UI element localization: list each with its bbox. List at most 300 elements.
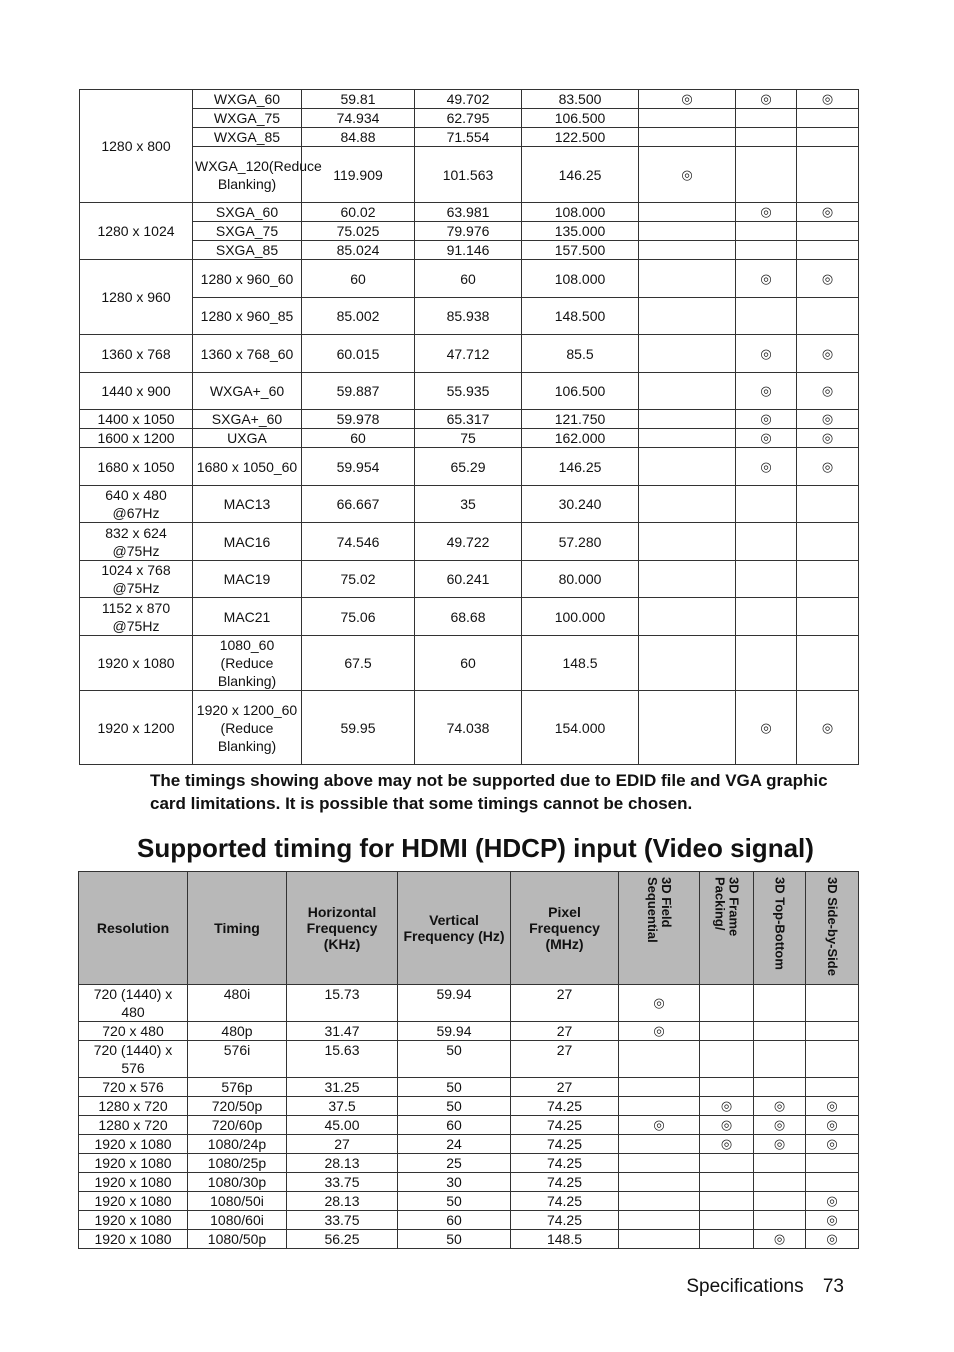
vfreq-cell: 30 <box>398 1173 511 1192</box>
pixel-cell: 122.500 <box>522 128 639 147</box>
vfreq-cell: 65.29 <box>415 448 522 486</box>
table-row <box>79 1097 859 1116</box>
table-row <box>80 90 859 109</box>
support-mark <box>700 1192 754 1211</box>
support-mark <box>700 1173 754 1192</box>
support-mark <box>736 147 797 203</box>
header-3d-frame-packing: 3D Frame Packing/ <box>712 876 742 936</box>
support-mark <box>639 109 736 128</box>
header-row <box>79 872 859 985</box>
hfreq-cell: 75.06 <box>302 598 415 636</box>
pixel-cell: 157.500 <box>522 241 639 260</box>
header-timing: Timing <box>188 872 287 985</box>
resolution-cell: 1280 x 800 <box>80 90 193 203</box>
support-mark <box>619 1192 700 1211</box>
support-mark <box>639 598 736 636</box>
vfreq-cell: 59.94 <box>398 1022 511 1041</box>
support-mark <box>806 1022 859 1041</box>
hfreq-cell: 56.25 <box>287 1230 398 1249</box>
pixel-cell: 85.5 <box>522 335 639 373</box>
vfreq-cell: 60.241 <box>415 561 522 598</box>
resolution-cell: 1400 x 1050 <box>80 410 193 429</box>
vfreq-cell: 68.68 <box>415 598 522 636</box>
table-row <box>79 1154 859 1173</box>
support-mark <box>736 486 797 523</box>
table-row <box>80 486 859 523</box>
timing-cell: WXGA+_60 <box>193 373 302 410</box>
timing-cell: 1080/24p <box>188 1135 287 1154</box>
vfreq-cell: 60 <box>415 636 522 691</box>
support-mark <box>806 1078 859 1097</box>
support-mark: ◎ <box>797 448 859 486</box>
hfreq-cell: 67.5 <box>302 636 415 691</box>
timing-cell: SXGA+_60 <box>193 410 302 429</box>
table-row <box>79 1078 859 1097</box>
pixel-cell: 108.000 <box>522 260 639 298</box>
resolution-cell: 640 x 480 @67Hz <box>80 486 193 523</box>
table-row <box>80 298 859 335</box>
resolution-cell: 720 x 576 <box>79 1078 188 1097</box>
hfreq-cell: 59.954 <box>302 448 415 486</box>
support-mark <box>639 298 736 335</box>
table-row <box>80 561 859 598</box>
support-mark: ◎ <box>639 90 736 109</box>
pixel-cell: 74.25 <box>511 1154 619 1173</box>
hfreq-cell: 84.88 <box>302 128 415 147</box>
table-row <box>80 429 859 448</box>
resolution-cell: 1920 x 1080 <box>79 1230 188 1249</box>
support-mark: ◎ <box>806 1211 859 1230</box>
timing-cell: WXGA_60 <box>193 90 302 109</box>
timing-cell: MAC13 <box>193 486 302 523</box>
vfreq-cell: 79.976 <box>415 222 522 241</box>
pixel-cell: 74.25 <box>511 1116 619 1135</box>
hfreq-cell: 119.909 <box>302 147 415 203</box>
support-mark <box>797 109 859 128</box>
resolution-cell: 1360 x 768 <box>80 335 193 373</box>
timing-cell: 1280 x 960_85 <box>193 298 302 335</box>
support-mark: ◎ <box>736 410 797 429</box>
support-mark: ◎ <box>754 1135 806 1154</box>
table-row <box>80 448 859 486</box>
support-mark <box>700 1022 754 1041</box>
vfreq-cell: 71.554 <box>415 128 522 147</box>
support-mark <box>639 636 736 691</box>
support-mark <box>797 486 859 523</box>
support-mark <box>639 241 736 260</box>
table-row <box>80 335 859 373</box>
timing-cell: 1920 x 1200_60 (Reduce Blanking) <box>193 691 302 765</box>
timing-cell: WXGA_85 <box>193 128 302 147</box>
timing-cell: 576i <box>188 1041 287 1078</box>
header-horizontal-frequency: Horizontal Frequency (KHz) <box>287 872 398 985</box>
vfreq-cell: 74.038 <box>415 691 522 765</box>
support-mark <box>797 298 859 335</box>
support-mark: ◎ <box>736 260 797 298</box>
vfreq-cell: 65.317 <box>415 410 522 429</box>
resolution-cell: 1280 x 720 <box>79 1097 188 1116</box>
hfreq-cell: 37.5 <box>287 1097 398 1116</box>
pixel-cell: 74.25 <box>511 1097 619 1116</box>
support-mark <box>639 128 736 147</box>
resolution-cell: 1152 x 870 @75Hz <box>80 598 193 636</box>
pixel-cell: 146.25 <box>522 147 639 203</box>
support-mark: ◎ <box>797 373 859 410</box>
support-mark <box>700 1078 754 1097</box>
header-3d-top-bottom-cell <box>754 872 806 985</box>
resolution-cell: 1920 x 1200 <box>80 691 193 765</box>
support-mark <box>797 523 859 561</box>
hfreq-cell: 59.887 <box>302 373 415 410</box>
timing-cell: 480i <box>188 985 287 1022</box>
timing-cell: 720/60p <box>188 1116 287 1135</box>
hfreq-cell: 75.02 <box>302 561 415 598</box>
timing-cell: 1680 x 1050_60 <box>193 448 302 486</box>
support-mark <box>736 298 797 335</box>
timing-cell: 576p <box>188 1078 287 1097</box>
support-mark <box>639 222 736 241</box>
pixel-cell: 27 <box>511 1078 619 1097</box>
table-row <box>79 1116 859 1135</box>
support-mark <box>736 523 797 561</box>
header-3d-top-bottom: 3D Top-Bottom <box>772 876 788 970</box>
support-mark <box>639 260 736 298</box>
pixel-cell: 80.000 <box>522 561 639 598</box>
support-mark <box>619 1230 700 1249</box>
support-mark <box>736 109 797 128</box>
page-number: 73 <box>822 1276 844 1297</box>
support-mark <box>736 241 797 260</box>
footer-section: Specifications <box>686 1276 804 1297</box>
resolution-cell: 720 (1440) x 576 <box>79 1041 188 1078</box>
support-mark <box>639 335 736 373</box>
support-mark <box>619 1154 700 1173</box>
support-mark: ◎ <box>736 373 797 410</box>
support-mark <box>754 1022 806 1041</box>
support-mark <box>754 1078 806 1097</box>
pixel-cell: 83.500 <box>522 90 639 109</box>
support-mark: ◎ <box>700 1097 754 1116</box>
support-mark <box>754 1173 806 1192</box>
vfreq-cell: 59.94 <box>398 985 511 1022</box>
resolution-cell: 720 (1440) x 480 <box>79 985 188 1022</box>
support-mark: ◎ <box>736 203 797 222</box>
table-row <box>79 985 859 1022</box>
vfreq-cell: 62.795 <box>415 109 522 128</box>
support-mark <box>806 1041 859 1078</box>
support-mark: ◎ <box>806 1116 859 1135</box>
header-pixel-frequency: Pixel Frequency (MHz) <box>511 872 619 985</box>
header-3d-side-by-side-cell <box>806 872 859 985</box>
timing-cell: 480p <box>188 1022 287 1041</box>
timing-cell: 1360 x 768_60 <box>193 335 302 373</box>
support-mark <box>700 985 754 1022</box>
support-mark <box>639 448 736 486</box>
hfreq-cell: 85.002 <box>302 298 415 335</box>
support-mark <box>797 147 859 203</box>
table-row <box>79 1173 859 1192</box>
support-mark: ◎ <box>806 1097 859 1116</box>
timing-cell: 1080_60 (Reduce Blanking) <box>193 636 302 691</box>
resolution-cell: 1280 x 720 <box>79 1116 188 1135</box>
table-row <box>80 691 859 765</box>
support-mark: ◎ <box>806 1230 859 1249</box>
edid-limitation-note: The timings showing above may not be supported due to EDID file and VGA graphic card limitations. It is possible that some timings cannot be chosen. <box>150 771 828 813</box>
support-mark <box>639 486 736 523</box>
hfreq-cell: 66.667 <box>302 486 415 523</box>
support-mark: ◎ <box>736 448 797 486</box>
vfreq-cell: 55.935 <box>415 373 522 410</box>
resolution-cell: 1920 x 1080 <box>79 1211 188 1230</box>
hfreq-cell: 60 <box>302 260 415 298</box>
hfreq-cell: 59.978 <box>302 410 415 429</box>
header-3d-field-sequential-cell <box>619 872 700 985</box>
table-row <box>80 523 859 561</box>
resolution-cell: 1920 x 1080 <box>79 1192 188 1211</box>
vfreq-cell: 50 <box>398 1192 511 1211</box>
support-mark: ◎ <box>700 1116 754 1135</box>
support-mark <box>639 410 736 429</box>
resolution-cell: 1024 x 768 @75Hz <box>80 561 193 598</box>
support-mark: ◎ <box>806 1135 859 1154</box>
table-row <box>80 410 859 429</box>
hfreq-cell: 74.934 <box>302 109 415 128</box>
support-mark: ◎ <box>736 335 797 373</box>
resolution-cell: 1920 x 1080 <box>79 1135 188 1154</box>
support-mark <box>619 1173 700 1192</box>
support-mark <box>736 598 797 636</box>
support-mark <box>754 985 806 1022</box>
timing-cell: 1280 x 960_60 <box>193 260 302 298</box>
support-mark <box>736 561 797 598</box>
support-mark <box>639 523 736 561</box>
vfreq-cell: 75 <box>415 429 522 448</box>
pixel-cell: 148.500 <box>522 298 639 335</box>
table-row <box>79 1022 859 1041</box>
hfreq-cell: 45.00 <box>287 1116 398 1135</box>
support-mark: ◎ <box>754 1230 806 1249</box>
support-mark <box>797 128 859 147</box>
vfreq-cell: 60 <box>398 1211 511 1230</box>
support-mark <box>700 1211 754 1230</box>
timing-cell: MAC19 <box>193 561 302 598</box>
table-row <box>80 147 859 203</box>
vfreq-cell: 50 <box>398 1078 511 1097</box>
support-mark: ◎ <box>736 429 797 448</box>
support-mark <box>736 222 797 241</box>
support-mark <box>806 985 859 1022</box>
timing-cell: SXGA_75 <box>193 222 302 241</box>
pixel-cell: 148.5 <box>511 1230 619 1249</box>
pixel-cell: 27 <box>511 1041 619 1078</box>
resolution-cell: 1920 x 1080 <box>79 1173 188 1192</box>
header-resolution: Resolution <box>79 872 188 985</box>
support-mark <box>619 1041 700 1078</box>
vfreq-cell: 24 <box>398 1135 511 1154</box>
support-mark: ◎ <box>700 1135 754 1154</box>
table-row <box>80 109 859 128</box>
table-row <box>80 260 859 298</box>
support-mark <box>797 598 859 636</box>
hfreq-cell: 75.025 <box>302 222 415 241</box>
support-mark: ◎ <box>736 691 797 765</box>
timing-cell: MAC16 <box>193 523 302 561</box>
vfreq-cell: 91.146 <box>415 241 522 260</box>
pixel-cell: 74.25 <box>511 1211 619 1230</box>
support-mark <box>806 1173 859 1192</box>
resolution-cell: 720 x 480 <box>79 1022 188 1041</box>
hfreq-cell: 60.015 <box>302 335 415 373</box>
support-mark <box>639 203 736 222</box>
support-mark: ◎ <box>754 1097 806 1116</box>
table-row <box>79 1192 859 1211</box>
support-mark <box>700 1154 754 1173</box>
pixel-cell: 162.000 <box>522 429 639 448</box>
hfreq-cell: 31.47 <box>287 1022 398 1041</box>
timing-cell: MAC21 <box>193 598 302 636</box>
support-mark <box>754 1154 806 1173</box>
timing-cell: 1080/60i <box>188 1211 287 1230</box>
support-mark <box>797 636 859 691</box>
support-mark <box>619 1135 700 1154</box>
hfreq-cell: 85.024 <box>302 241 415 260</box>
support-mark <box>797 561 859 598</box>
hfreq-cell: 60 <box>302 429 415 448</box>
pixel-cell: 121.750 <box>522 410 639 429</box>
support-mark <box>806 1154 859 1173</box>
pixel-cell: 148.5 <box>522 636 639 691</box>
resolution-cell: 1440 x 900 <box>80 373 193 410</box>
hfreq-cell: 28.13 <box>287 1154 398 1173</box>
table-row <box>80 241 859 260</box>
support-mark <box>700 1041 754 1078</box>
vga-timing-table <box>79 89 859 765</box>
vfreq-cell: 50 <box>398 1041 511 1078</box>
resolution-cell: 1680 x 1050 <box>80 448 193 486</box>
hfreq-cell: 28.13 <box>287 1192 398 1211</box>
hfreq-cell: 60.02 <box>302 203 415 222</box>
pixel-cell: 154.000 <box>522 691 639 765</box>
timing-cell: WXGA_75 <box>193 109 302 128</box>
table-row <box>80 373 859 410</box>
support-mark: ◎ <box>797 203 859 222</box>
hfreq-cell: 31.25 <box>287 1078 398 1097</box>
vfreq-cell: 49.722 <box>415 523 522 561</box>
support-mark: ◎ <box>806 1192 859 1211</box>
support-mark: ◎ <box>619 1022 700 1041</box>
support-mark <box>754 1192 806 1211</box>
vfreq-cell: 49.702 <box>415 90 522 109</box>
support-mark: ◎ <box>736 90 797 109</box>
timing-cell: SXGA_60 <box>193 203 302 222</box>
resolution-cell: 832 x 624 @75Hz <box>80 523 193 561</box>
pixel-cell: 30.240 <box>522 486 639 523</box>
support-mark <box>639 561 736 598</box>
resolution-cell: 1280 x 960 <box>80 260 193 335</box>
table-row <box>80 636 859 691</box>
pixel-cell: 100.000 <box>522 598 639 636</box>
support-mark <box>700 1230 754 1249</box>
header-3d-frame-packing-cell <box>700 872 754 985</box>
header-3d-side-by-side: 3D Side-by-Side <box>825 876 840 976</box>
pixel-cell: 106.500 <box>522 109 639 128</box>
section-title: Supported timing for HDMI (HDCP) input (Video signal) <box>137 833 814 863</box>
table-row <box>79 1135 859 1154</box>
vfreq-cell: 47.712 <box>415 335 522 373</box>
vfreq-cell: 50 <box>398 1230 511 1249</box>
support-mark <box>639 429 736 448</box>
support-mark <box>797 222 859 241</box>
support-mark <box>619 1078 700 1097</box>
header-vertical-frequency: Vertical Frequency (Hz) <box>398 872 511 985</box>
pixel-cell: 135.000 <box>522 222 639 241</box>
support-mark: ◎ <box>797 90 859 109</box>
hfreq-cell: 59.81 <box>302 90 415 109</box>
resolution-cell: 1600 x 1200 <box>80 429 193 448</box>
support-mark: ◎ <box>797 429 859 448</box>
pixel-cell: 27 <box>511 1022 619 1041</box>
pixel-cell: 106.500 <box>522 373 639 410</box>
pixel-cell: 74.25 <box>511 1192 619 1211</box>
hfreq-cell: 15.73 <box>287 985 398 1022</box>
vfreq-cell: 25 <box>398 1154 511 1173</box>
support-mark: ◎ <box>639 147 736 203</box>
vfreq-cell: 60 <box>415 260 522 298</box>
timing-cell: UXGA <box>193 429 302 448</box>
vfreq-cell: 35 <box>415 486 522 523</box>
table-row <box>79 1230 859 1249</box>
hfreq-cell: 33.75 <box>287 1211 398 1230</box>
support-mark: ◎ <box>797 335 859 373</box>
vfreq-cell: 85.938 <box>415 298 522 335</box>
support-mark <box>619 1211 700 1230</box>
pixel-cell: 57.280 <box>522 523 639 561</box>
resolution-cell: 1280 x 1024 <box>80 203 193 260</box>
pixel-cell: 146.25 <box>522 448 639 486</box>
pixel-cell: 27 <box>511 985 619 1022</box>
hfreq-cell: 27 <box>287 1135 398 1154</box>
pixel-cell: 108.000 <box>522 203 639 222</box>
support-mark: ◎ <box>797 691 859 765</box>
support-mark <box>736 636 797 691</box>
resolution-cell: 1920 x 1080 <box>80 636 193 691</box>
support-mark <box>754 1211 806 1230</box>
pixel-cell: 74.25 <box>511 1173 619 1192</box>
timing-cell: 1080/50p <box>188 1230 287 1249</box>
hfreq-cell: 15.63 <box>287 1041 398 1078</box>
vfreq-cell: 50 <box>398 1097 511 1116</box>
timing-cell: 720/50p <box>188 1097 287 1116</box>
timing-cell: 1080/25p <box>188 1154 287 1173</box>
timing-cell: 1080/30p <box>188 1173 287 1192</box>
table-row <box>80 598 859 636</box>
pixel-cell: 74.25 <box>511 1135 619 1154</box>
support-mark <box>736 128 797 147</box>
support-mark: ◎ <box>797 260 859 298</box>
page-footer <box>672 1276 844 1298</box>
support-mark <box>619 1097 700 1116</box>
header-3d-field-sequential: 3D Field Sequential <box>645 876 674 943</box>
hdmi-timing-table <box>78 871 859 1249</box>
support-mark: ◎ <box>619 1116 700 1135</box>
table-row <box>79 1041 859 1078</box>
timing-cell: WXGA_120(Reduce Blanking) <box>193 147 302 203</box>
timing-cell: SXGA_85 <box>193 241 302 260</box>
vfreq-cell: 60 <box>398 1116 511 1135</box>
support-mark <box>797 241 859 260</box>
vfreq-cell: 101.563 <box>415 147 522 203</box>
support-mark: ◎ <box>797 410 859 429</box>
